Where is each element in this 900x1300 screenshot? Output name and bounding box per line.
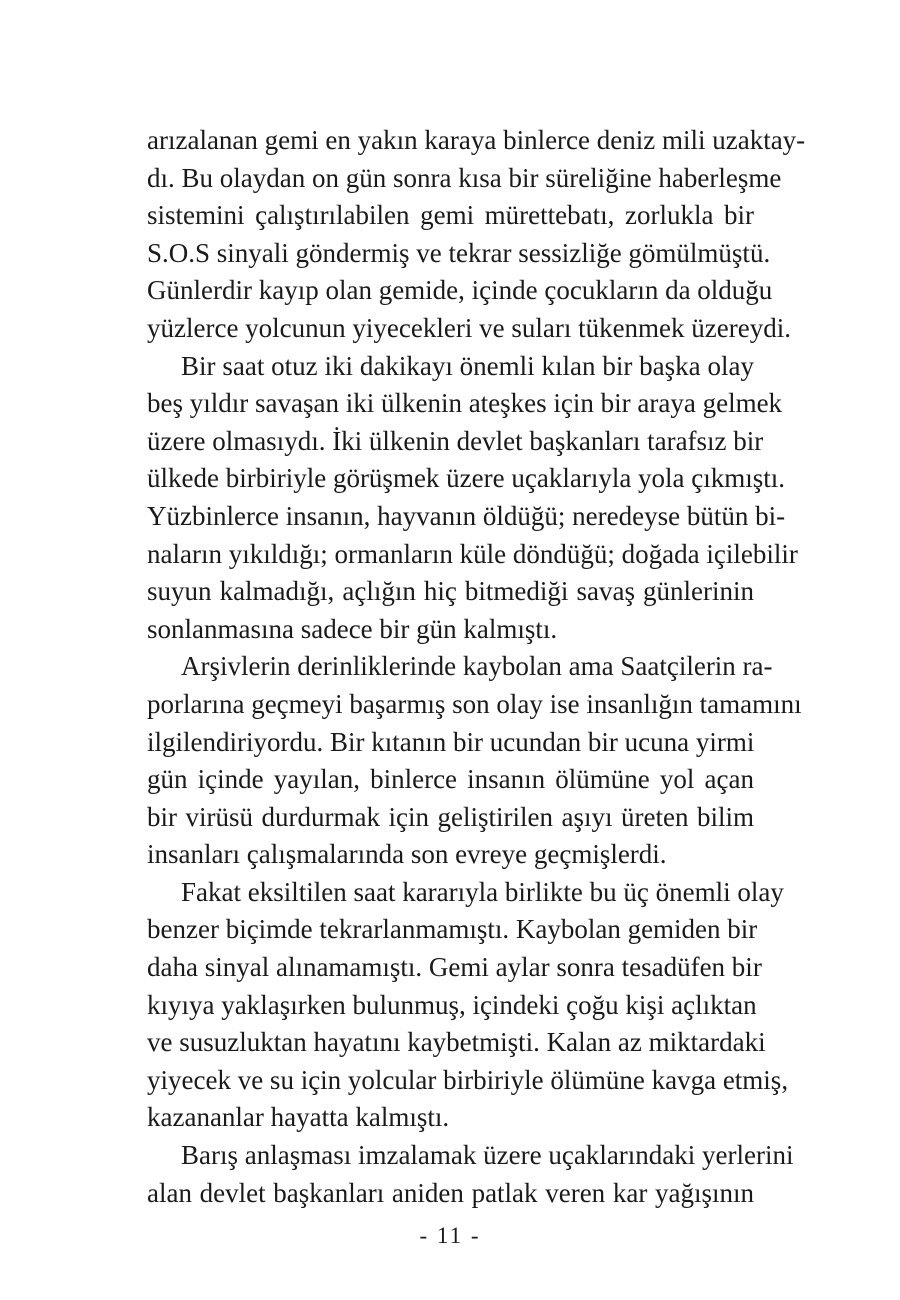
text-line: ülkede birbiriyle görüşmek üzere uçaklarıyla yola çıkmıştı. <box>147 463 786 494</box>
text-line: S.O.S sinyali göndermiş ve tekrar sessizliğe gömülmüştü. <box>147 237 771 268</box>
text-line: alan devlet başkanları aniden patlak veren kar yağışının <box>147 1177 754 1208</box>
text-line: dı. Bu olaydan on gün sonra kısa bir süreliğine haberleşme <box>147 162 782 193</box>
page-number: - 11 - <box>419 1223 481 1248</box>
text-line: naların yıkıldığı; ormanların küle döndüğü; doğada içilebilir <box>147 538 798 569</box>
text-line: kazananlar hayatta kalmıştı. <box>147 1102 450 1133</box>
book-page-body <box>147 122 806 1212</box>
text-line: yüzlerce yolcunun yiyecekleri ve suları tükenmek üzereydi. <box>147 312 791 343</box>
text-line: bir virüsü durdurmak için geliştirilen aşıyı üreten bilim <box>147 801 754 832</box>
text-line: gün içinde yayılan, binlerce insanın ölümüne yol açan <box>147 764 754 795</box>
text-line: sonlanmasına sadece bir gün kalmıştı. <box>147 613 558 644</box>
text-line: Fakat eksiltilen saat kararıyla birlikte bu üç önemli olay <box>181 876 784 907</box>
text-line: Yüzbinlerce insanın, hayvanın öldüğü; neredeyse bütün bi- <box>147 500 786 531</box>
paragraph-1 <box>147 122 806 348</box>
paragraph-3 <box>147 648 802 874</box>
text-line: sistemini çalıştırılabilen gemi mürettebatı, zorlukla bir <box>147 200 754 231</box>
paragraph-5 <box>147 1137 794 1212</box>
text-line: beş yıldır savaşan iki ülkenin ateşkes için bir araya gelmek <box>147 388 783 419</box>
text-line: benzer biçimde tekrarlanmamıştı. Kaybolan gemiden bir <box>147 914 758 945</box>
text-line: Arşivlerin derinliklerinde kaybolan ama Saatçilerin ra- <box>181 651 773 682</box>
text-line: üzere olmasıydı. İki ülkenin devlet başkanları tarafsız bir <box>147 425 764 456</box>
text-line: Günlerdir kayıp olan gemide, içinde çocukların da olduğu <box>147 275 773 306</box>
text-line: Bir saat otuz iki dakikayı önemli kılan bir başka olay <box>181 350 754 381</box>
text-line: insanları çalışmalarında son evreye geçmişlerdi. <box>147 839 667 870</box>
text-line: Barış anlaşması imzalamak üzere uçaklarındaki yerlerini <box>181 1140 794 1171</box>
text-line: daha sinyal alınamamıştı. Gemi aylar sonra tesadüfen bir <box>147 952 762 983</box>
paragraph-2 <box>147 348 798 649</box>
text-line: yiyecek ve su için yolcular birbiriyle ölümüne kavga etmiş, <box>147 1064 789 1095</box>
text-line: ilgilendiriyordu. Bir kıtanın bir ucundan bir ucuna yirmi <box>147 726 755 757</box>
text-line: arızalanan gemi en yakın karaya binlerce deniz mili uzaktay- <box>147 125 806 155</box>
paragraph-4 <box>147 874 789 1137</box>
text-line: kıyıya yaklaşırken bulunmuş, içindeki çoğu kişi açlıktan <box>147 989 757 1020</box>
text-line: ve susuzluktan hayatını kaybetmişti. Kalan az miktardaki <box>147 1027 766 1058</box>
text-line: porlarına geçmeyi başarmış son olay ise insanlığın tamamını <box>147 688 802 719</box>
text-line: suyun kalmadığı, açlığın hiç bitmediği savaş günlerinin <box>147 576 754 607</box>
